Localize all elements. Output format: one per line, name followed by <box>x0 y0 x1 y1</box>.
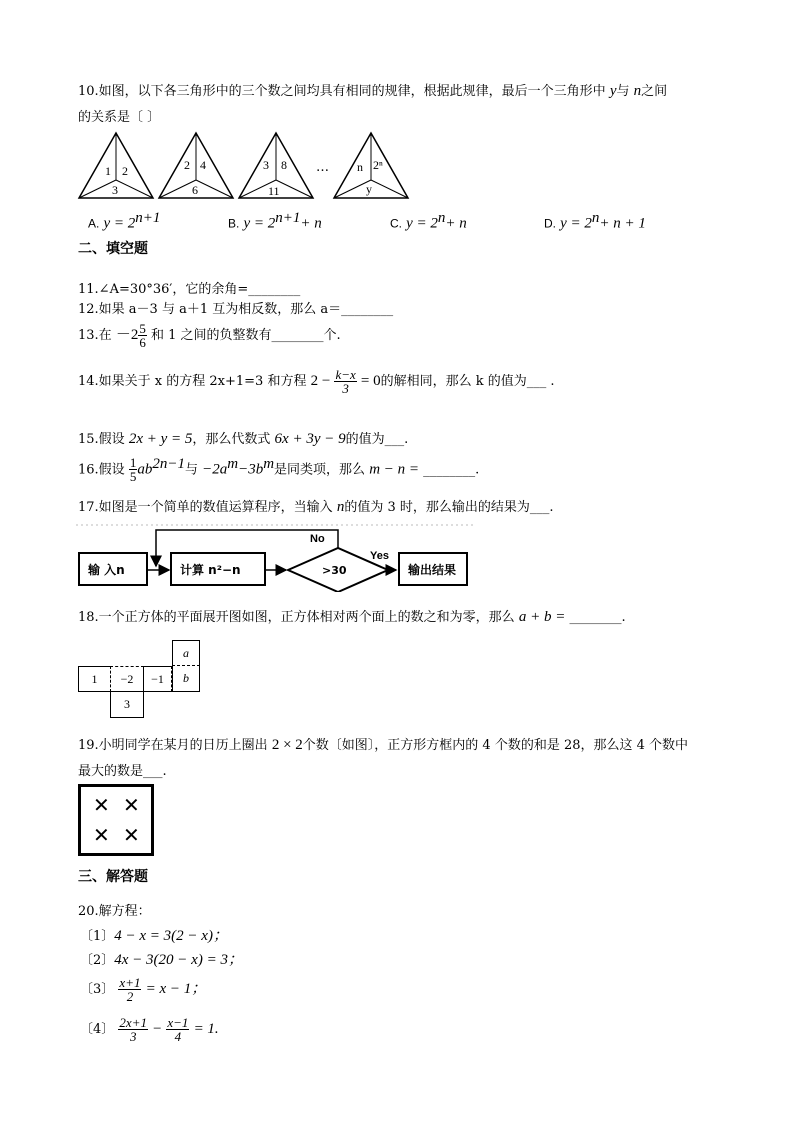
cube-face-a: a <box>172 640 200 666</box>
cube-face-b: b <box>172 666 200 692</box>
flow-condition: >30 <box>322 564 347 577</box>
cross-icon: ✕ <box>123 823 140 847</box>
section-heading-solve: 三、解答题 <box>78 869 148 885</box>
q15: 15.假设 2x + y = 5，那么代数式 6x + 3y − 9的值为___. <box>78 431 409 447</box>
q18: 18.一个正方体的平面展开图如图，正方体相对两个面上的数之和为零，那么 a + b = ________. <box>78 609 626 625</box>
tri4-right: 2ⁿ <box>373 158 383 172</box>
tri1-left: 1 <box>105 164 111 178</box>
ellipsis: … <box>316 160 329 175</box>
q11: 11.∠A=30°36′，它的余角=________ <box>78 282 301 297</box>
tri2-left: 2 <box>184 158 190 172</box>
section-heading-fill-blank: 二、填空题 <box>78 241 148 257</box>
tri1-right: 2 <box>122 164 128 178</box>
q19-line1: 19.小明同学在某月的日历上圈出 2 × 2个数〔如图〕，正方形方框内的 4 个数的和是 28，那么这 4 个数中 <box>78 737 689 753</box>
cross-icon: ✕ <box>123 793 140 817</box>
q16: 16.假设 $\frac{1}{5}$ $ab^{2n-1}$与 $-2a^m-3b^m$是同类项，那么 m − n = ________. <box>78 455 480 485</box>
cube-face-minus-1: −1 <box>144 666 172 692</box>
cross-icon: ✕ <box>93 793 110 817</box>
tri2-right: 4 <box>200 158 206 172</box>
option-b[interactable]: B. $y = 2^{n+1}+ n$ <box>228 210 322 232</box>
cube-face-3: 3 <box>110 692 144 718</box>
tri2-bottom: 6 <box>192 183 198 197</box>
option-d[interactable]: D. $y = 2^n+ n + 1$ <box>544 210 646 232</box>
option-a[interactable]: A. $y = 2^{n+1}$ <box>88 210 161 232</box>
cross-icon: ✕ <box>93 823 110 847</box>
q14: 14.如果关于 x 的方程 2x+1=3 和方程 2 − $\frac{k-x}{3}$ = 0的解相同，那么 k 的值为___ . <box>78 367 555 396</box>
q20-eq1: 〔1〕4 − x = 3(2 − x)； <box>80 928 228 944</box>
tri4-bottom: y <box>366 182 372 196</box>
calendar-square <box>78 784 154 856</box>
flow-input-box: 输 入n <box>78 552 148 586</box>
flow-calc-box: 计算 n²−n <box>170 552 266 586</box>
q19-line2: 最大的数是___. <box>78 764 167 779</box>
q20-eq3: 〔3〕 $\frac{x+1}{2}$ = x − 1； <box>80 975 207 1004</box>
flow-yes-label: Yes <box>370 550 389 562</box>
flow-output-box: 输出结果 <box>398 552 468 586</box>
q20-eq4: 〔4〕 $\frac{2x+1}{3}$ − $\frac{x-1}{4}$ = 1. <box>80 1015 219 1044</box>
option-c[interactable]: C. $y = 2^n+ n$ <box>390 210 467 232</box>
q12: 12.如果 a－3 与 a＋1 互为相反数，那么 a＝________ <box>78 302 394 317</box>
tri3-right: 8 <box>281 158 287 172</box>
cube-face-minus-2: −2 <box>110 666 144 692</box>
q13: 13.在 －2 $\frac{5}{6}$ 和 1 之间的负整数有________个. <box>78 321 341 350</box>
flow-no-label: No <box>310 533 325 545</box>
q20-title: 20.解方程： <box>78 904 151 919</box>
cube-face-1: 1 <box>78 666 110 692</box>
tri3-left: 3 <box>263 158 269 172</box>
q10-line2: 的关系是〔 〕 <box>78 110 161 125</box>
q20-eq2: 〔2〕4x − 3(20 − x) = 3； <box>80 952 243 968</box>
q10-line1: 10.如图，以下各三角形中的三个数之间均具有相同的规律，根据此规律，最后一个三角形中 y与 n之间 <box>78 83 668 99</box>
tri3-bottom: 11 <box>268 184 280 198</box>
tri4-left: n <box>357 160 363 174</box>
q17: 17.如图是一个简单的数值运算程序，当输入 n的值为 3 时，那么输出的结果为___. <box>78 499 554 515</box>
tri1-bottom: 3 <box>112 183 118 197</box>
